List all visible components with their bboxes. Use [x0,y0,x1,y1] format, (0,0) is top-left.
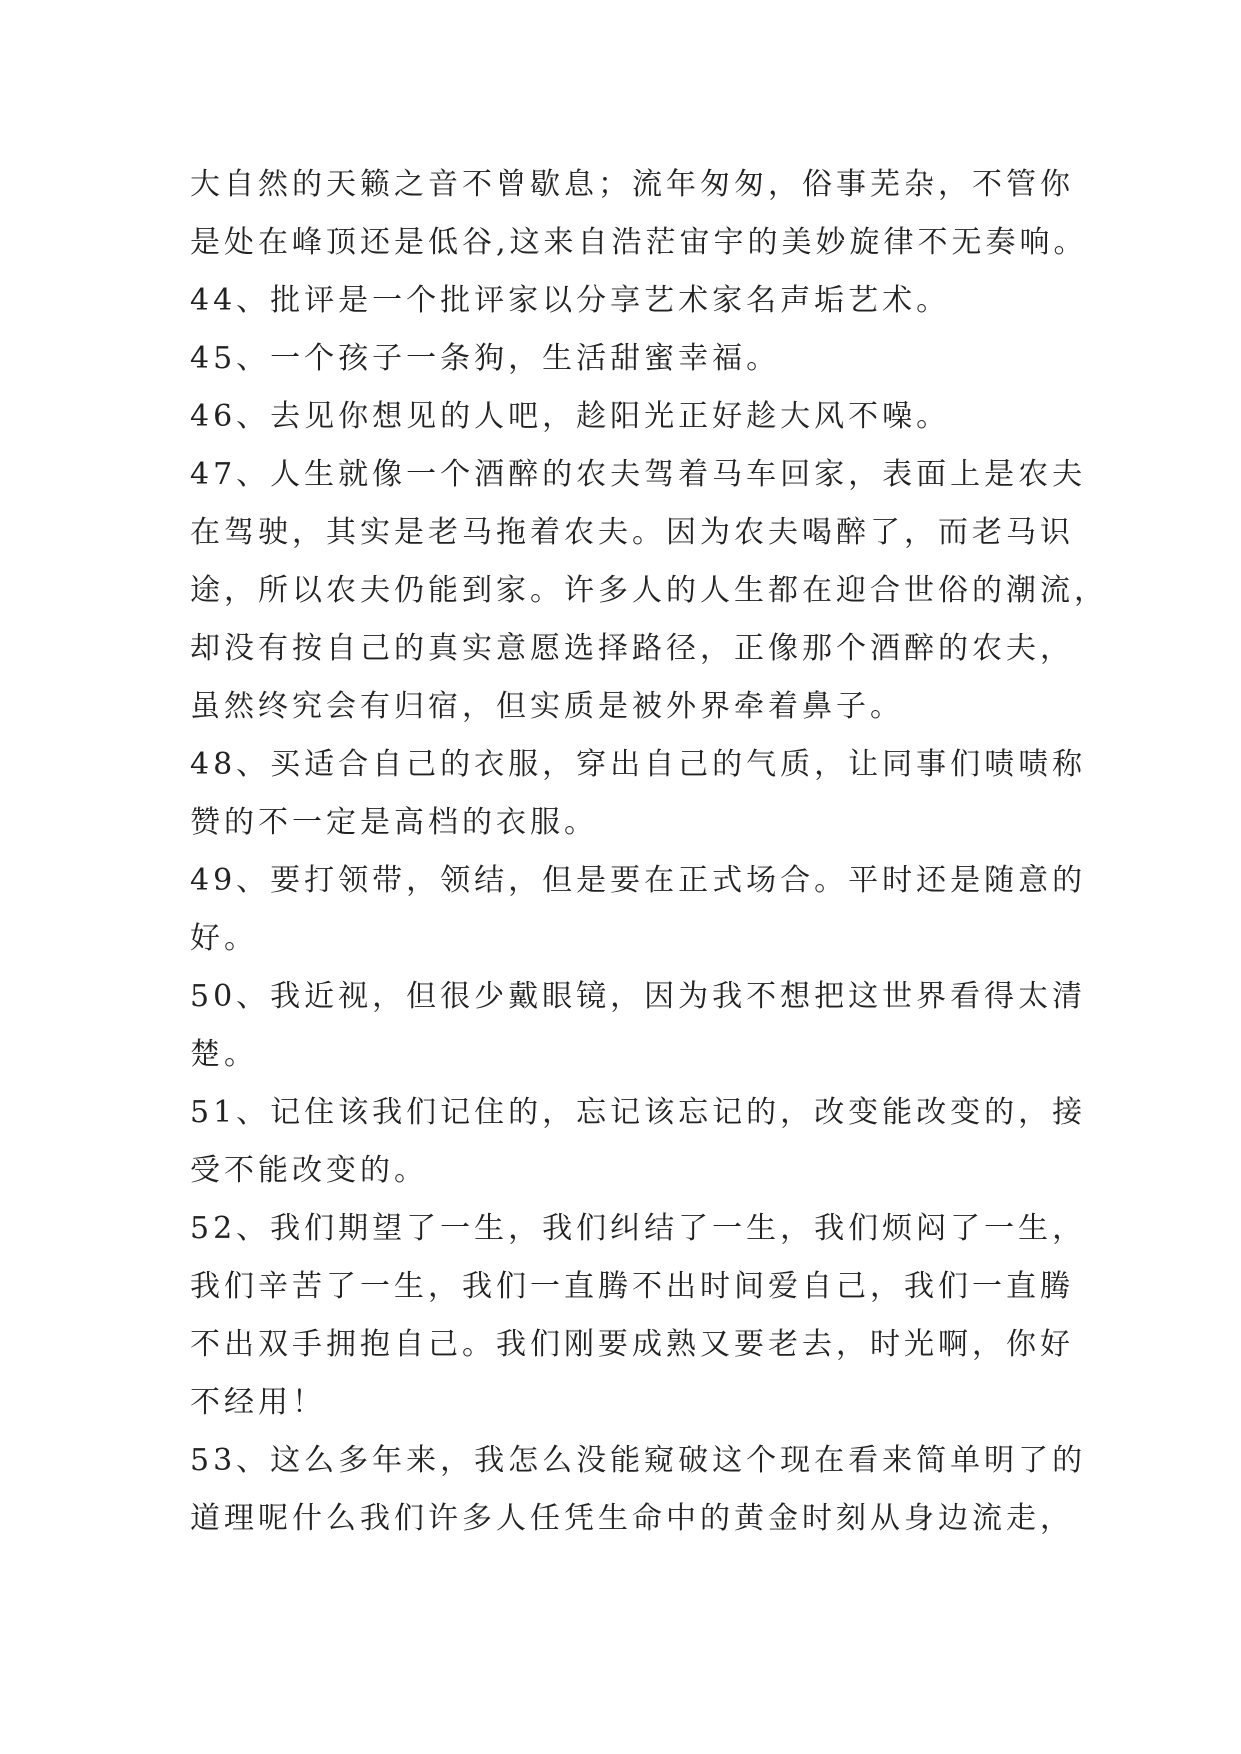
text-line: 是处在峰顶还是低谷,这来自浩茫宙宇的美妙旋律不无奏响。 [190,225,1088,260]
text-line: 不出双手拥抱自己。我们刚要成熟又要老去，时光啊，你好 [190,1327,1074,1362]
text-line: 51、记住该我们记住的，忘记该忘记的，改变能改变的，接 [190,1095,1087,1130]
document-body [190,156,1108,1548]
text-line: 46、去见你想见的人吧，趁阳光正好趁大风不噪。 [190,399,951,434]
text-line: 却没有按自己的真实意愿选择路径，正像那个酒醉的农夫， [190,631,1074,666]
text-line: 50、我近视，但很少戴眼镜，因为我不想把这世界看得太清 [190,979,1087,1014]
text-line: 52、我们期望了一生，我们纠结了一生，我们烦闷了一生， [190,1211,1087,1246]
text-line: 49、要打领带，领结，但是要在正式场合。平时还是随意的 [190,863,1087,898]
text-line: 不经用！ [190,1385,326,1420]
text-line: 楚。 [190,1037,258,1072]
text-line: 44、批评是一个批评家以分享艺术家名声垢艺术。 [190,283,951,318]
text-line: 我们辛苦了一生，我们一直腾不出时间爱自己，我们一直腾 [190,1269,1074,1304]
text-line: 途，所以农夫仍能到家。许多人的人生都在迎合世俗的潮流， [190,573,1108,608]
text-line: 大自然的天籁之音不曾歇息；流年匆匆，俗事芜杂，不管你 [190,167,1074,202]
text-line: 在驾驶，其实是老马拖着农夫。因为农夫喝醉了，而老马识 [190,515,1074,550]
text-line: 53、这么多年来，我怎么没能窥破这个现在看来简单明了的 [190,1443,1087,1478]
text-line: 受不能改变的。 [190,1153,428,1188]
text-line: 45、一个孩子一条狗，生活甜蜜幸福。 [190,341,781,376]
text-line: 好。 [190,921,258,956]
text-line: 赞的不一定是高档的衣服。 [190,805,598,840]
text-line: 道理呢什么我们许多人任凭生命中的黄金时刻从身边流走， [190,1501,1074,1536]
text-line: 虽然终究会有归宿，但实质是被外界牵着鼻子。 [190,689,904,724]
text-line: 47、人生就像一个酒醉的农夫驾着马车回家，表面上是农夫 [190,457,1087,492]
text-line: 48、买适合自己的衣服，穿出自己的气质，让同事们啧啧称 [190,747,1087,782]
